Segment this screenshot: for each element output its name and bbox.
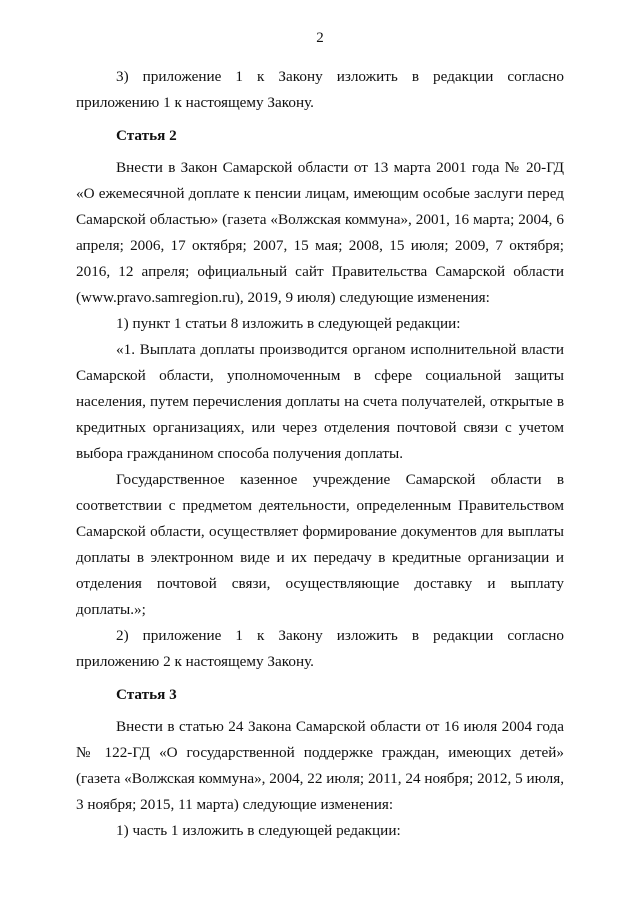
paragraph-item-3: 3) приложение 1 к Закону изложить в редакции согласно приложению 1 к настоящему Закону. (76, 68, 564, 111)
article-2-item-2: 2) приложение 1 к Закону изложить в редакции согласно приложению 2 к настоящему Закону. (76, 627, 564, 670)
state-institution-paragraph: Государственное казенное учреждение Самарской области в соответствии с предметом деятельности, определенным Правительством Самарской области, осуществляет формирование документов для выплаты доплаты в электронном виде и их передачу в кредитные организации и отделения почтовой связи, осуществляющие доставку и выплату доплаты.»; (76, 471, 564, 618)
article-3-item-1: 1) часть 1 изложить в следующей редакции: (116, 822, 401, 839)
page-number: 2 (316, 30, 324, 46)
article-2-heading: Статья 2 (116, 127, 177, 144)
article-2-item-1: 1) пункт 1 статьи 8 изложить в следующей редакции: (116, 315, 461, 332)
article-3-intro-paragraph: Внести в статью 24 Закона Самарской области от 16 июля 2004 года № 122-ГД «О государственной поддержке граждан, имеющих детей» (газета «Волжская коммуна», 2004, 22 июля; 2011, 24 ноября; 2012, 5 июля, 3 ноября; 2015, 11 марта) следующие изменения: (76, 718, 564, 813)
article-2-intro-paragraph: Внести в Закон Самарской области от 13 марта 2001 года № 20-ГД «О ежемесячной доплате к пенсии лицам, имеющим особые заслуги перед Самарской областью» (газета «Волжская коммуна», 2001, 16 марта; 2004, 6 апреля; 2006, 17 октября; 2007, 15 мая; 2008, 15 июля; 2009, 7 октября; 2016, 12 апреля; официальный сайт Правительства Самарской области (www.pravo.samregion.ru), 2019, 9 июля) следующие изменения: (76, 159, 564, 306)
quoted-point-1-paragraph: «1. Выплата доплаты производится органом исполнительной власти Самарской области, уполномоченным в сфере социальной защиты населения, путем перечисления доплаты на счета получателей, открытые в кредитных организациях, или через отделения почтовой связи с учетом выбора гражданином способа получения доплаты. (76, 341, 564, 462)
article-3-heading: Статья 3 (116, 686, 177, 703)
document-body (76, 64, 564, 844)
